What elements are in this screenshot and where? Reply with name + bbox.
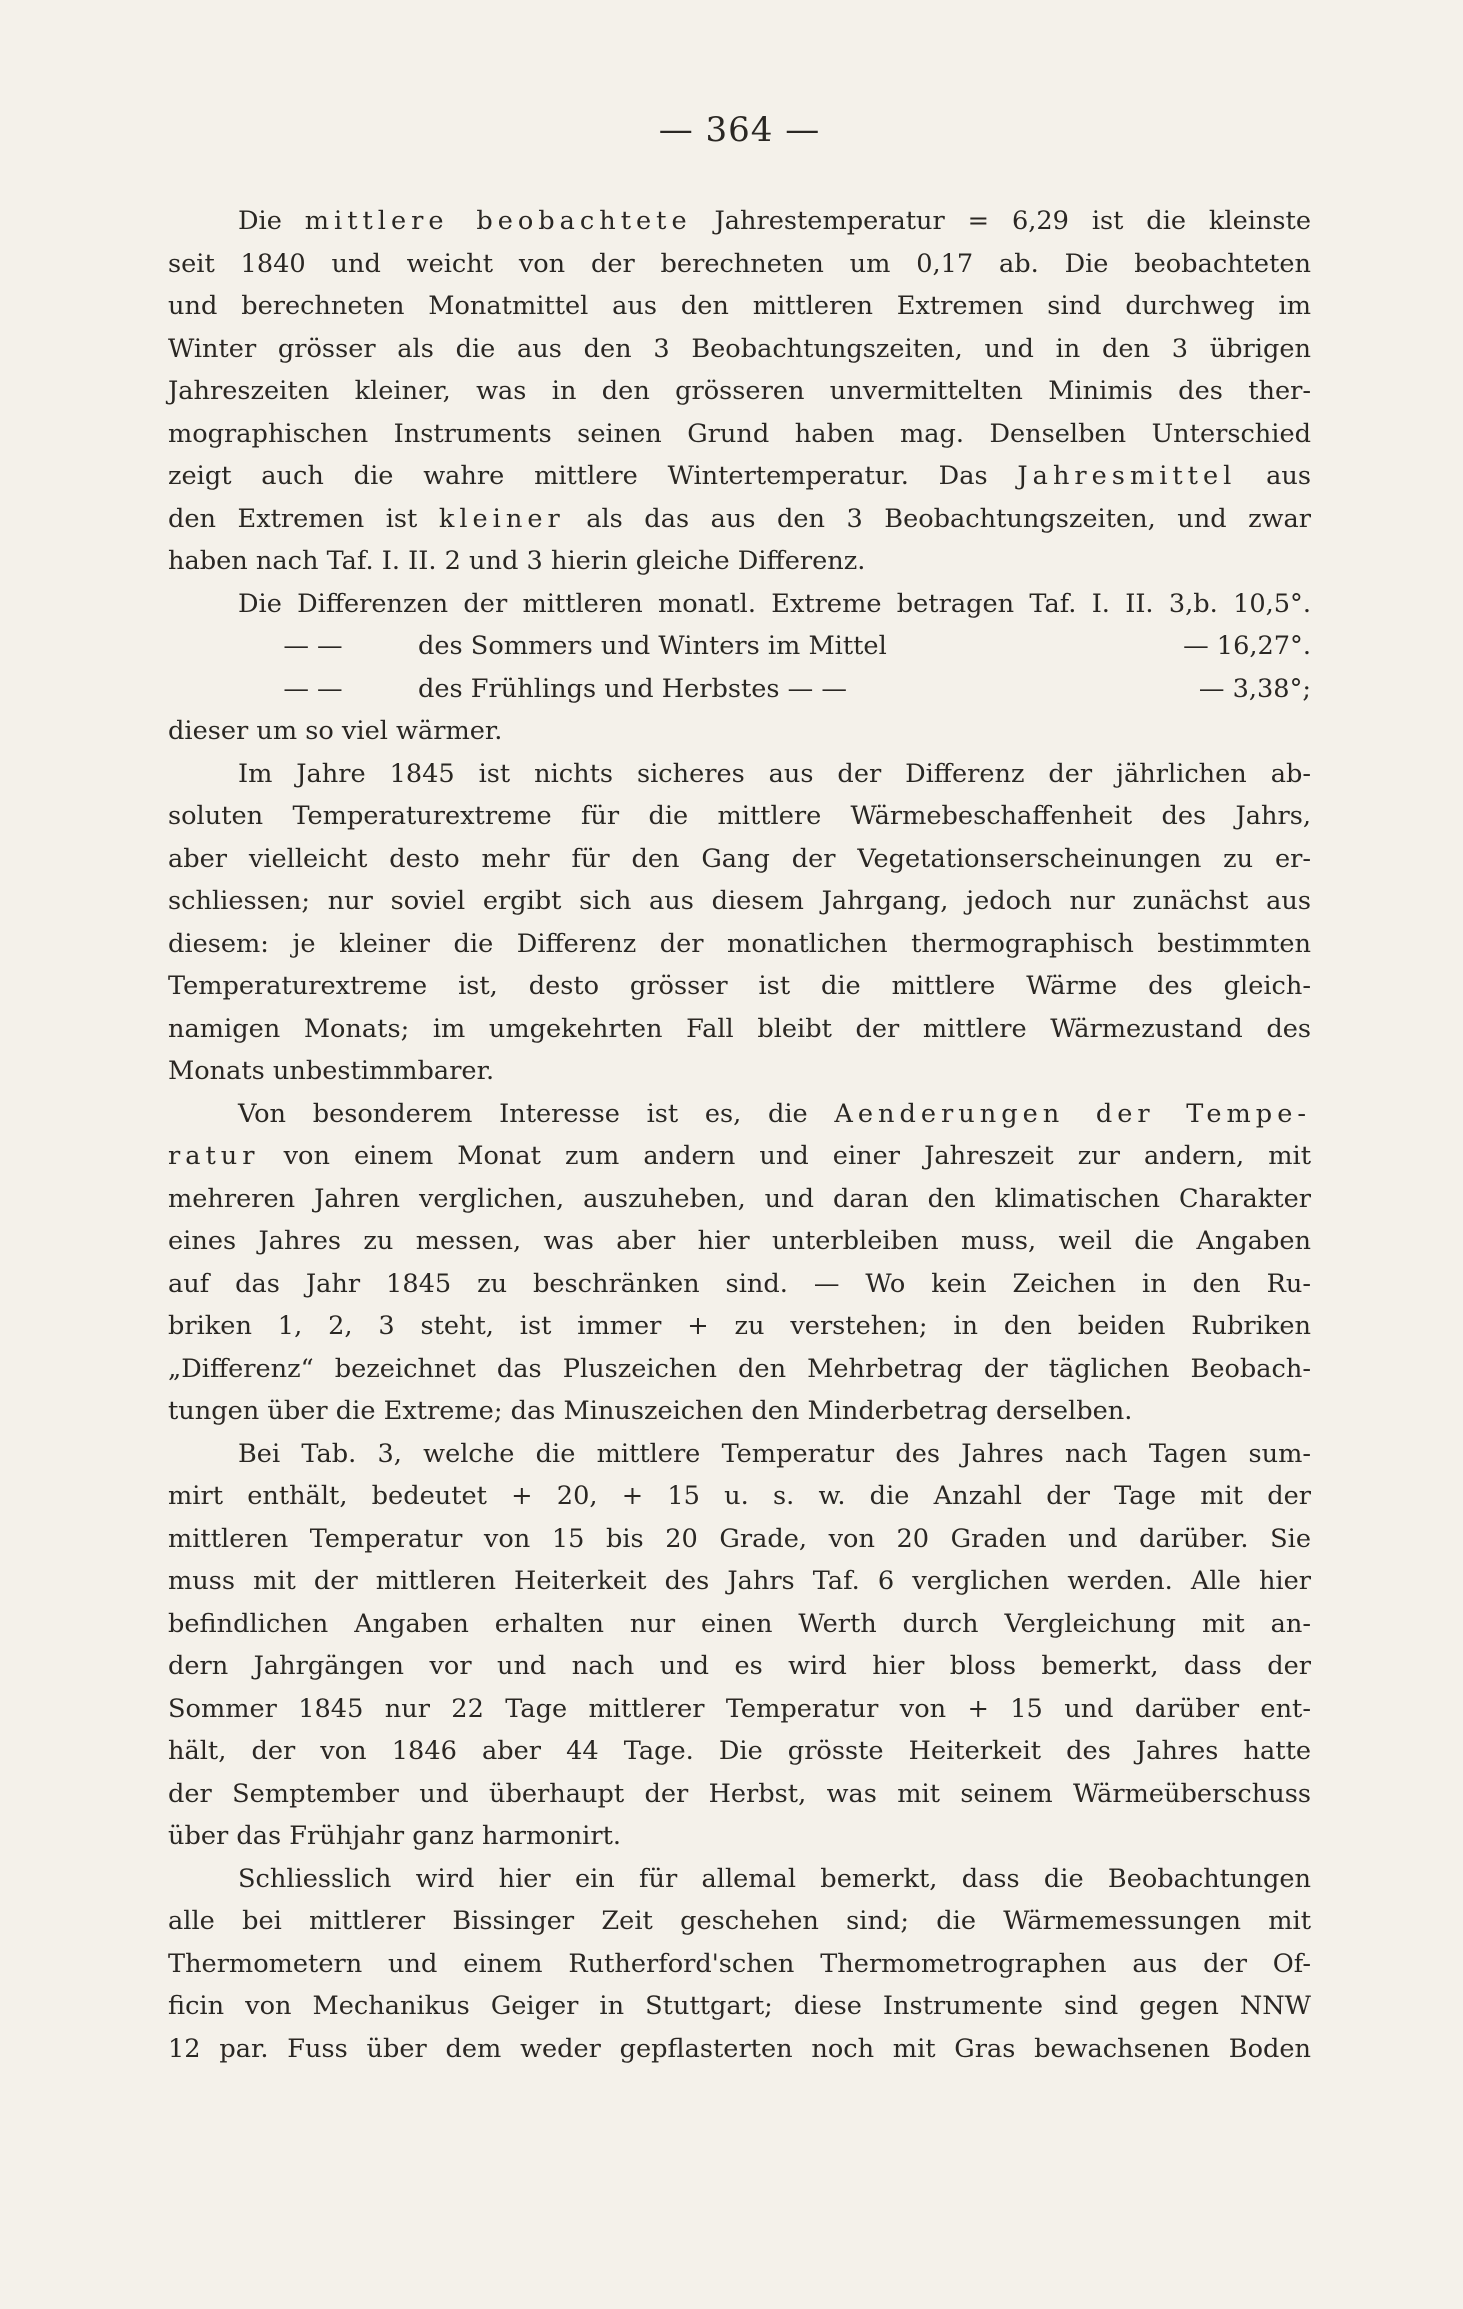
text-line: auf das Jahr 1845 zu beschränken sind. — Wo kein Zeichen in den Ru-: [168, 1268, 1311, 1299]
text-run: Von besonderem Interesse ist es, die: [238, 1098, 835, 1129]
text-run: den Extremen ist: [168, 503, 439, 534]
text-line: hält, der von 1846 aber 44 Tage. Die grösste Heiterkeit des Jahres hatte: [168, 1736, 1311, 1766]
text-line: mehreren Jahren verglichen, auszuheben, und daran den klimatischen Charakter: [168, 1183, 1311, 1214]
text-line: Jahreszeiten kleiner, was in den grösseren unvermittelten Minimis des ther-: [168, 376, 1311, 406]
text-line: mittleren Temperatur von 15 bis 20 Grade, von 20 Graden und darüber. Sie: [168, 1523, 1311, 1554]
row-value: — 3,38°;: [1198, 673, 1311, 704]
text-line: Monats unbestimmbarer.: [168, 1056, 495, 1086]
text-line: schliessen; nur soviel ergibt sich aus diesem Jahrgang, jedoch nur zunächst aus: [168, 886, 1311, 916]
ditto-marks: — —: [283, 631, 343, 661]
row-label: des Frühlings und Herbstes — —: [418, 673, 847, 704]
paragraph-6: [168, 1858, 1311, 2071]
text-line: Bei Tab. 3, welche die mittlere Temperatur des Jahres nach Tagen sum-: [238, 1438, 1311, 1469]
spaced-term: mittlere beobachtete: [304, 206, 692, 236]
text-line: tungen über die Extreme; das Minuszeichen den Minderbetrag derselben.: [168, 1396, 1133, 1426]
text-line: Schliesslich wird hier ein für allemal bemerkt, dass die Beobachtungen: [238, 1863, 1311, 1894]
text-line: soluten Temperaturextreme für die mittlere Wärmebeschaffenheit des Jahrs,: [168, 801, 1311, 831]
text-line: dieser um so viel wärmer.: [168, 716, 503, 746]
paragraph-4: [168, 1093, 1311, 1433]
text-line: „Differenz“ bezeichnet das Pluszeichen den Mehrbetrag der täglichen Beobach-: [168, 1353, 1311, 1384]
difference-row: [168, 625, 1311, 668]
text-line: aber vielleicht desto mehr für den Gang der Vegetationserscheinungen zu er-: [168, 843, 1311, 874]
text-line: namigen Monats; im umgekehrten Fall bleibt der mittlere Wärmezustand des: [168, 1013, 1311, 1044]
text-line: [168, 498, 1311, 541]
text-line: mographischen Instruments seinen Grund haben mag. Denselben Unterschied: [168, 418, 1311, 449]
text-line: [168, 1135, 1311, 1178]
text-line: muss mit der mittleren Heiterkeit des Jahrs Taf. 6 verglichen werden. Alle hier: [168, 1566, 1311, 1596]
text-line: [168, 455, 1311, 498]
text-line: 12 par. Fuss über dem weder gepflasterten noch mit Gras bewachsenen Boden: [168, 2033, 1311, 2064]
text-line: über das Frühjahr ganz harmonirt.: [168, 1821, 622, 1851]
text-line: Sommer 1845 nur 22 Tage mittlerer Temperatur von + 15 und darüber ent-: [168, 1693, 1311, 1724]
text-run: von einem Monat zum andern und einer Jahreszeit zur andern, mit: [259, 1141, 1311, 1171]
text-line: [168, 200, 1311, 243]
text-line: und berechneten Monatmittel aus den mittleren Extremen sind durchweg im: [168, 291, 1311, 321]
text-line: alle bei mittlerer Bissinger Zeit geschehen sind; die Wärmemessungen mit: [168, 1906, 1311, 1936]
text-line: briken 1, 2, 3 steht, ist immer + zu verstehen; in den beiden Rubriken: [168, 1311, 1311, 1341]
spaced-term: Aenderungen der Tempe-: [834, 1098, 1311, 1129]
text-line: dern Jahrgängen vor und nach und es wird hier bloss bemerkt, dass der: [168, 1651, 1311, 1681]
text-run: Jahrestemperatur = 6,29 ist die kleinste: [691, 206, 1311, 236]
spaced-term: ratur: [168, 1141, 260, 1171]
text-line: ficin von Mechanikus Geiger in Stuttgart; diese Instrumente sind gegen NNW: [168, 1991, 1311, 2021]
text-line: [168, 1093, 1311, 1136]
text-line: Die Differenzen der mittleren monatl. Extreme betragen Taf. I. II. 3,b. 10,5°.: [238, 588, 1311, 619]
text-line: Im Jahre 1845 ist nichts sicheres aus der Differenz der jährlichen ab-: [238, 758, 1311, 789]
text-line: haben nach Taf. I. II. 2 und 3 hierin gleiche Differenz.: [168, 546, 866, 576]
paragraph-5: [168, 1433, 1311, 1858]
row-value: — 16,27°.: [1183, 631, 1311, 661]
paragraph-3: [168, 753, 1311, 1093]
row-label: des Sommers und Winters im Mittel: [418, 631, 887, 661]
spaced-term: Jahresmittel: [1017, 461, 1237, 491]
text-line: eines Jahres zu messen, was aber hier unterbleiben muss, weil die Angaben: [168, 1226, 1311, 1256]
text-line: seit 1840 und weicht von der berechneten um 0,17 ab. Die beobachteten: [168, 248, 1311, 279]
text-run: als das aus den 3 Beobachtungszeiten, und zwar: [564, 503, 1311, 534]
body-text: [168, 200, 1311, 2070]
text-run: zeigt auch die wahre mittlere Wintertemperatur. Das: [168, 461, 1018, 491]
page-number: — 364 —: [658, 110, 821, 150]
text-line: Thermometern und einem Rutherford'schen Thermometrographen aus der Of-: [168, 1948, 1311, 1979]
text-line: der Semptember und überhaupt der Herbst, was mit seinem Wärmeüberschuss: [168, 1778, 1311, 1809]
text-line: befindlichen Angaben erhalten nur einen Werth durch Vergleichung mit an-: [168, 1608, 1311, 1639]
difference-row: [168, 668, 1311, 711]
text-line: Winter grösser als die aus den 3 Beobachtungszeiten, und in den 3 übrigen: [168, 333, 1311, 364]
text-run: aus: [1236, 461, 1311, 491]
spaced-term: kleiner: [438, 503, 565, 534]
text-line: diesem: je kleiner die Differenz der monatlichen thermographisch bestimmten: [168, 928, 1311, 959]
paragraph-1: [168, 200, 1311, 583]
text-line: Temperaturextreme ist, desto grösser ist die mittlere Wärme des gleich-: [168, 971, 1311, 1001]
paragraph-2: [168, 583, 1311, 753]
ditto-marks: — —: [283, 673, 343, 704]
text-line: mirt enthält, bedeutet + 20, + 15 u. s. w. die Anzahl der Tage mit der: [168, 1481, 1311, 1511]
text-run: Die: [238, 206, 305, 236]
